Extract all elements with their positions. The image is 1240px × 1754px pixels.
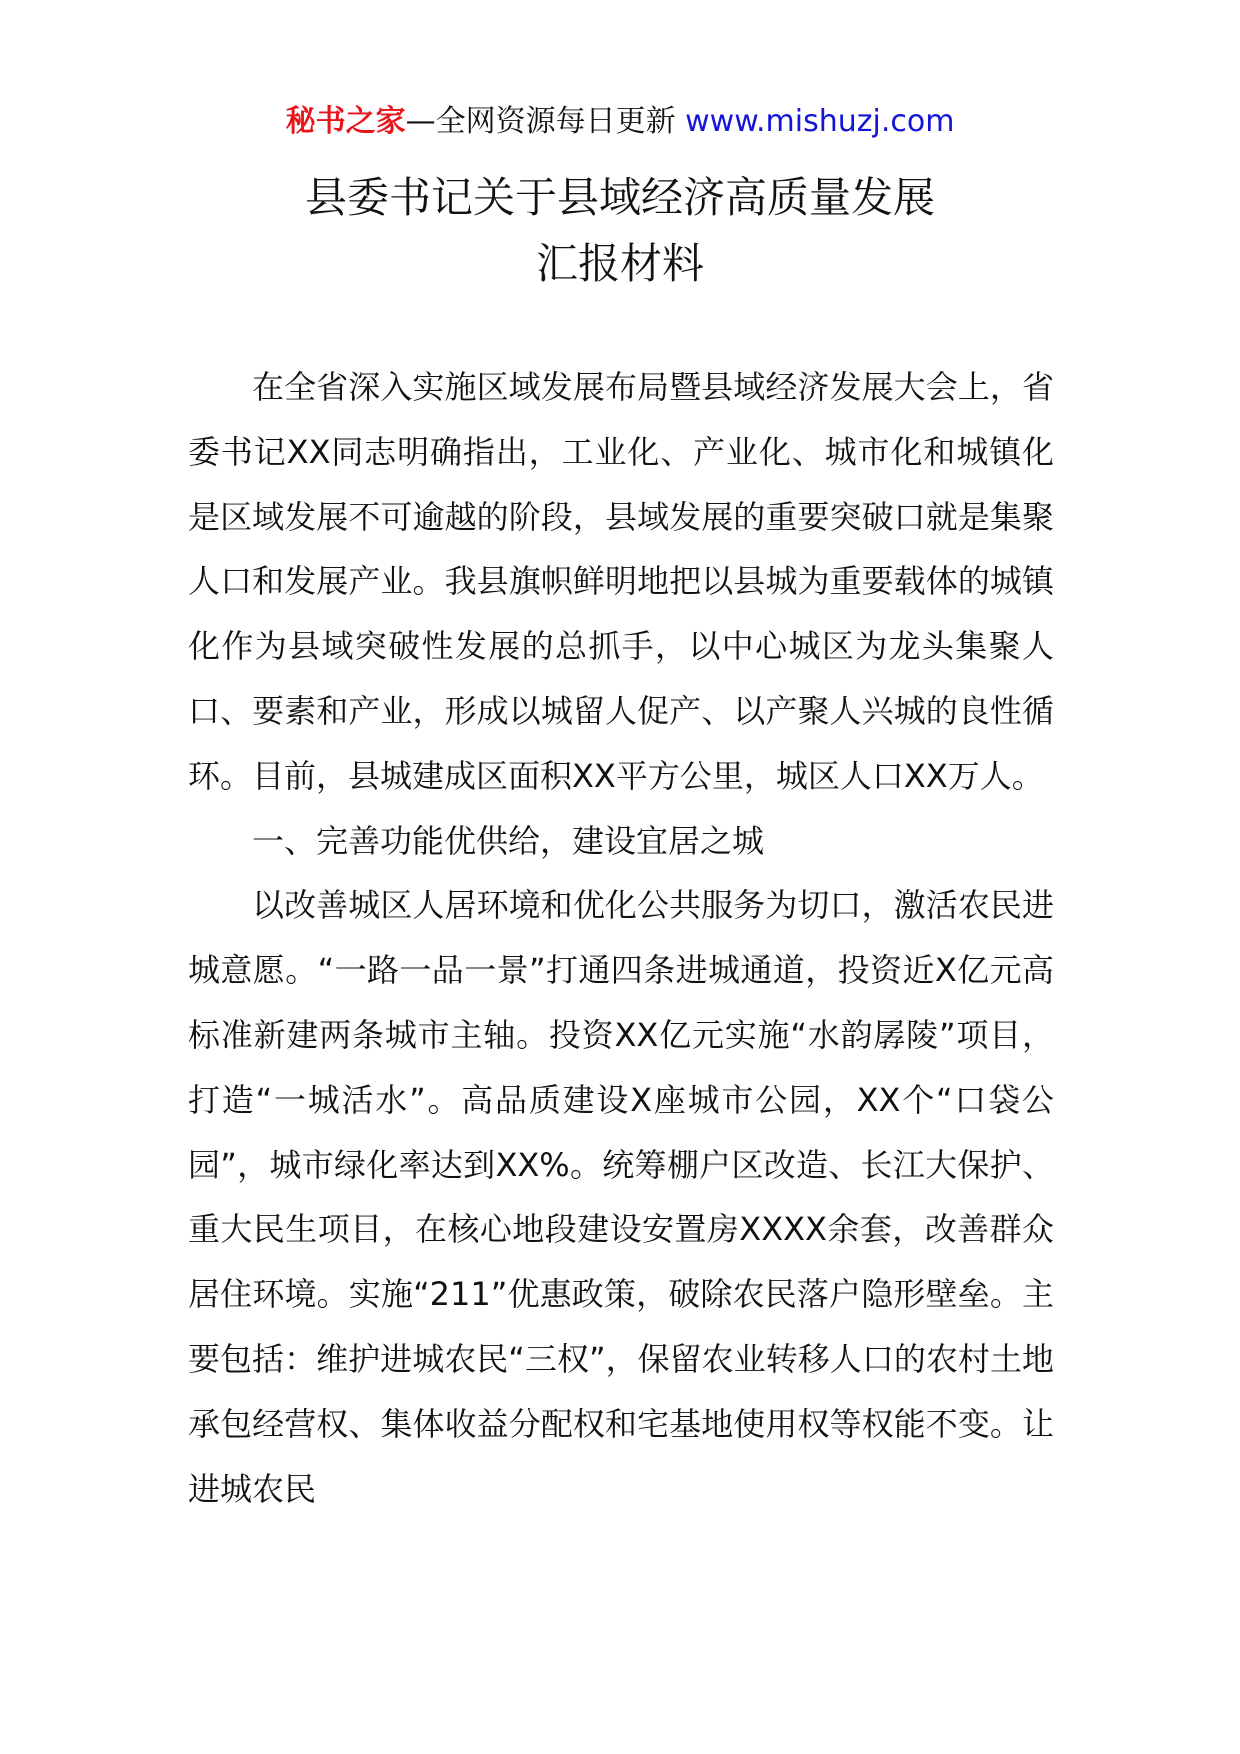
title-line-1: 县委书记关于县域经济高质量发展 [304, 173, 935, 222]
document-body [188, 355, 1054, 1521]
header-tagline: —全网资源每日更新 [405, 104, 676, 139]
paragraph-section-1: 以改善城区人居环境和优化公共服务为切口，激活农民进城意愿。“一路一品一景”打通四条进城通道，投资近X亿元高标准新建两条城市主轴。投资XX亿元实施“水韵孱陵”项目，打造“一城活水”。高品质建设X座城市公园，XX个“口袋公园”，城市绿化率达到XX%。统筹棚户区改造、长江大保护、重大民生项目，在核心地段建设安置房XXXX余套，改善群众居住环境。实施“211”优惠政策，破除农民落户隐形壁垒。主要包括：维护进城农民“三权”，保留农业转移人口的农村土地承包经营权、集体收益分配权和宅基地使用权等权能不变。让进城农民 [188, 886, 1054, 1508]
site-url-link[interactable]: www.mishuzj.com [685, 104, 955, 139]
site-header [0, 102, 1240, 142]
paragraph-intro: 在全省深入实施区域发展布局暨县域经济发展大会上，省委书记XX同志明确指出，工业化、产业化、城市化和城镇化是区域发展不可逾越的阶段，县域发展的重要突破口就是集聚人口和发展产业。我县旗帜鲜明地把以县城为重要载体的城镇化作为县域突破性发展的总抓手，以中心城区为龙头集聚人口、要素和产业，形成以城留人促产、以产聚人兴城的良性循环。目前，县城建成区面积XX平方公里，城区人口XX万人。 [188, 368, 1054, 795]
brand-name: 秘书之家 [285, 104, 406, 139]
title-line-2: 汇报材料 [535, 239, 704, 288]
document-title [0, 165, 1240, 297]
section-heading-1: 一、完善功能优供给，建设宜居之城 [252, 821, 765, 860]
